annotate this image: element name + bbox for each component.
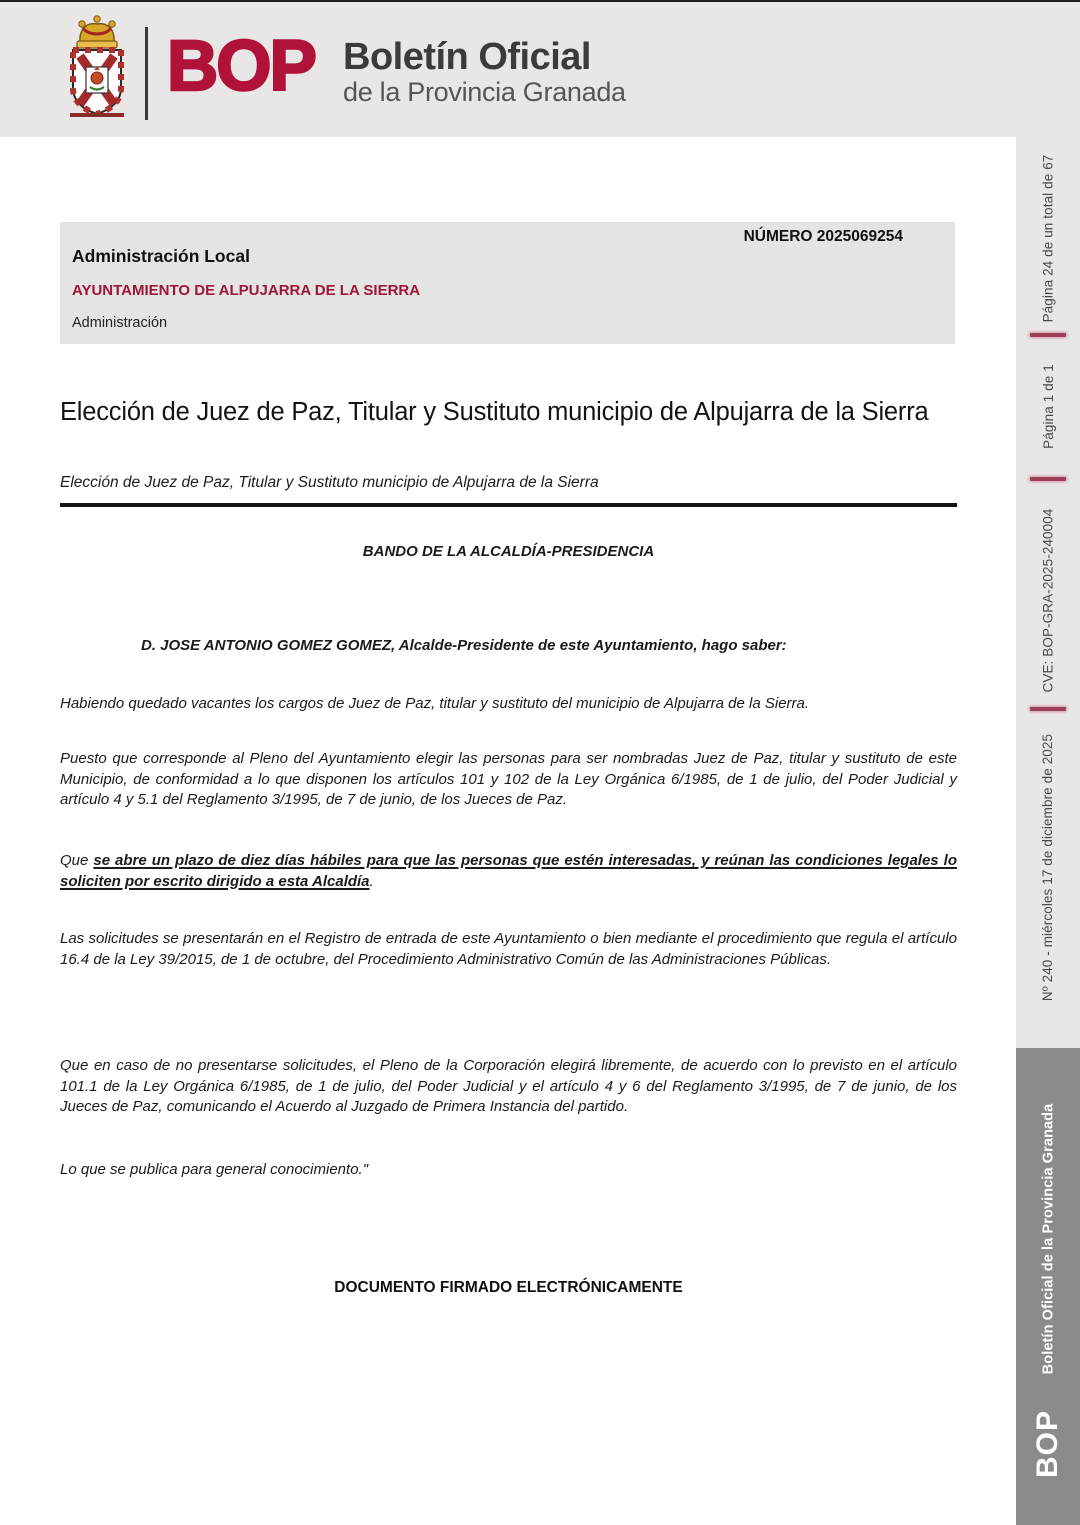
sidebar-separator-3 bbox=[1016, 707, 1080, 713]
masthead-title: Boletín Oficial bbox=[343, 36, 591, 78]
bop-logo: BOP bbox=[167, 27, 315, 106]
paragraph-3 bbox=[60, 851, 957, 892]
sidebar-issue-date: Nº 240 - miércoles 17 de diciembre de 2025 bbox=[1040, 733, 1056, 1001]
window-top-edge bbox=[0, 0, 1080, 2]
notice-number: NÚMERO 2025069254 bbox=[743, 228, 903, 245]
notice-subsection: Administración bbox=[72, 315, 168, 331]
masthead-divider bbox=[145, 27, 148, 120]
sidebar-separator-2 bbox=[1016, 477, 1080, 483]
notice-entity: AYUNTAMIENTO DE ALPUJARRA DE LA SIERRA bbox=[72, 282, 421, 299]
paragraph-3-suffix: . bbox=[369, 872, 374, 890]
paragraph-4: Las solicitudes se presentarán en el Registro de entrada de este Ayuntamiento o bien mediante el procedimiento que regula el artículo 16.4 de la Ley 39/2015, de 1 de octubre, del Procedimiento Administrativo Común de las Administraciones Públicas. bbox=[60, 930, 957, 968]
sidebar-footer-title: Boletín Oficial de la Provincia Granada bbox=[1040, 1103, 1056, 1374]
paragraph-6: Lo que se publica para general conocimiento." bbox=[60, 1161, 369, 1178]
paragraph-3-emphasis: se abre un plazo de diez días hábiles para que las personas que estén interesadas, y reúnan las condiciones legales lo soliciten por escrito dirigido a esta Alcaldía bbox=[60, 852, 957, 890]
article-subtitle: Elección de Juez de Paz, Titular y Sustituto municipio de Alpujarra de la Sierra bbox=[60, 474, 599, 491]
masthead bbox=[0, 0, 1080, 137]
paragraph-3-prefix: Que bbox=[60, 852, 94, 869]
paragraph-2: Puesto que corresponde al Pleno del Ayuntamiento elegir las personas para ser nombradas Juez de Paz, titular y sustituto de este Municipio, de conformidad a lo que disponen los artículos 101 y 102 de la Ley Orgánica 6/1985, de 1 de julio, del Poder Judicial y artículo 4 y 5.1 del Reglamento 3/1995, de 7 de junio, de los Jueces de Paz. bbox=[60, 750, 957, 808]
paragraph-1: Habiendo quedado vacantes los cargos de Juez de Paz, titular y sustituto del municipio de Alpujarra de la Sierra. bbox=[60, 695, 810, 712]
sidebar-cve: CVE: BOP-GRA-2025-240004 bbox=[1040, 508, 1056, 692]
article-title: Elección de Juez de Paz, Titular y Sustituto municipio de Alpujarra de la Sierra bbox=[60, 398, 929, 426]
sidebar-separator-1 bbox=[1016, 333, 1080, 339]
sidebar-footer-bop-logo: BOP bbox=[1031, 1409, 1065, 1479]
masthead-titles bbox=[343, 37, 626, 108]
granada-coat-of-arms-icon bbox=[60, 14, 134, 124]
article-heading: BANDO DE LA ALCALDÍA-PRESIDENCIA bbox=[362, 543, 655, 560]
sidebar-page-current: Página 1 de 1 bbox=[1040, 363, 1056, 449]
notice-header-box bbox=[60, 222, 955, 344]
sidebar-page-total: Página 24 de un total de 67 bbox=[1040, 154, 1056, 322]
title-rule bbox=[60, 503, 957, 507]
signed-electronically-note: DOCUMENTO FIRMADO ELECTRÓNICAMENTE bbox=[334, 1279, 683, 1296]
masthead-subtitle: de la Provincia Granada bbox=[343, 77, 626, 107]
notice-section: Administración Local bbox=[72, 246, 250, 266]
article-salutation: D. JOSE ANTONIO GOMEZ GOMEZ, Alcalde-Presidente de este Ayuntamiento, hago saber: bbox=[141, 637, 787, 654]
paragraph-5: Que en caso de no presentarse solicitudes, el Pleno de la Corporación elegirá libremente, de acuerdo con lo previsto en el artículo 101.1 de la Ley Orgánica 6/1985, de 1 de julio, del Poder Judicial y el artículo 4 y 6 del Reglamento 3/1995, de 7 de junio, de los Jueces de Paz, comunicando el Acuerdo al Juzgado de Primera Instancia del partido. bbox=[60, 1057, 957, 1115]
